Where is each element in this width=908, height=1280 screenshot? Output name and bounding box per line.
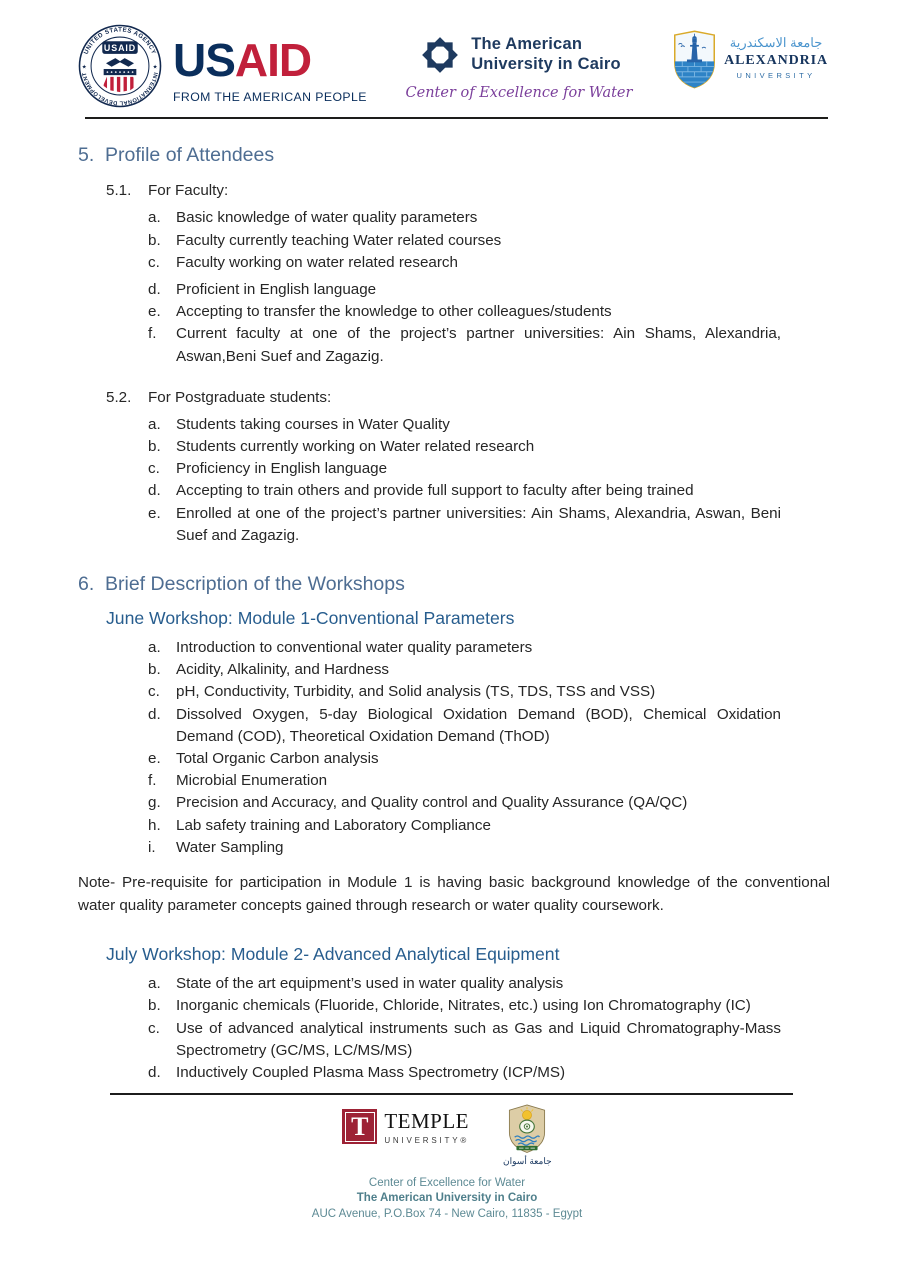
list-marker: c. xyxy=(148,683,160,701)
list-item xyxy=(148,230,830,252)
list-marker: a. xyxy=(148,975,161,993)
list-marker: d. xyxy=(148,482,161,500)
list-item xyxy=(148,637,830,659)
subsection-5-2-heading xyxy=(106,389,830,406)
footer xyxy=(0,1093,908,1222)
list-item-text: Accepting to train others and provide full support to faculty after being trained xyxy=(176,482,694,500)
list-item-text: Basic knowledge of water quality parameters xyxy=(176,209,478,227)
list-marker: i. xyxy=(148,838,156,856)
list-item xyxy=(148,995,830,1017)
list-item-text: pH, Conductivity, Turbidity, and Solid analysis (TS, TDS, TSS and VSS) xyxy=(176,683,656,701)
alexandria-subname: UNIVERSITY xyxy=(736,71,816,81)
list-item-text: Faculty currently teaching Water related courses xyxy=(176,231,502,249)
section-title: Profile of Attendees xyxy=(105,144,275,167)
list-item xyxy=(148,659,830,681)
usaid-wordmark-us: US xyxy=(173,33,235,86)
list-item-text: Total Organic Carbon analysis xyxy=(176,750,379,768)
list-item-text: Water Sampling xyxy=(176,838,284,856)
section-title: Brief Description of the Workshops xyxy=(105,573,405,596)
list-marker: f. xyxy=(148,325,157,343)
list-item-text: Accepting to transfer the knowledge to other colleagues/students xyxy=(176,303,612,321)
list-item-text: Students currently working on Water related research xyxy=(176,438,535,456)
auc-logo xyxy=(406,32,633,101)
auc-name xyxy=(471,35,621,75)
list-marker: e. xyxy=(148,750,161,768)
footer-logos xyxy=(0,1104,894,1167)
list-item-text: Enrolled at one of the project’s partner universities: Ain Shams, Alexandria, Aswan, Beni Suef and Zagazig. xyxy=(176,504,781,544)
subsection-title: For Faculty: xyxy=(148,182,229,200)
footer-line-3: AUC Avenue, P.O.Box 74 - New Cairo, 11835 - Egypt xyxy=(311,1207,583,1220)
usaid-seal-icon xyxy=(78,24,162,108)
section-6-heading xyxy=(78,573,830,596)
alexandria-arabic: جامعة الاسكندرية xyxy=(729,35,823,50)
list-marker: b. xyxy=(148,997,161,1015)
list-marker: b. xyxy=(148,438,161,456)
header xyxy=(0,0,908,119)
seal-star-left: ★ xyxy=(81,64,87,71)
module-1-note: Note- Pre-requisite for participation in Module 1 is having basic background knowledge of the conventional water quality parameter concepts gained through research or water quality coursework. xyxy=(78,874,830,914)
list-marker: c. xyxy=(148,1019,160,1037)
list-item xyxy=(148,503,830,547)
list-marker: a. xyxy=(148,639,161,657)
list-item xyxy=(148,770,830,792)
list-item-text: Current faculty at one of the project’s partner universities: Ain Shams, Alexandria, Aswan,Beni Suef and Zagazig. xyxy=(176,325,781,365)
postgrad-list xyxy=(148,414,830,547)
aswan-emblem-icon xyxy=(505,1104,549,1157)
usaid-wordmark xyxy=(173,29,367,104)
june-list xyxy=(148,637,830,859)
usaid-tagline: FROM THE AMERICAN PEOPLE xyxy=(173,89,367,104)
usaid-wordmark-aid: AID xyxy=(234,33,312,86)
section-5-heading xyxy=(78,144,830,167)
temple-name: TEMPLE xyxy=(384,1109,470,1133)
subsection-number: 5.2. xyxy=(106,388,132,406)
header-logos xyxy=(78,24,828,108)
list-item xyxy=(148,301,830,323)
list-item xyxy=(148,414,830,436)
list-marker: b. xyxy=(148,231,161,249)
footer-line-2: The American University in Cairo xyxy=(356,1192,538,1205)
temple-logo xyxy=(342,1109,469,1145)
july-list xyxy=(148,973,830,1084)
list-item-text: Proficiency in English language xyxy=(176,460,388,478)
list-item xyxy=(148,704,830,748)
list-marker: b. xyxy=(148,661,161,679)
list-item-text: Precision and Accuracy, and Quality control and Quality Assurance (QA/QC) xyxy=(176,794,688,812)
list-item-text: Introduction to conventional water quality parameters xyxy=(176,639,533,657)
seal-star-right: ★ xyxy=(152,64,158,71)
list-marker: a. xyxy=(148,415,161,433)
july-workshop-heading: July Workshop: Module 2- Advanced Analytical Equipment xyxy=(106,944,560,965)
header-rule xyxy=(85,117,828,119)
usaid-seal-top-text: UNITED STATES AGENCY xyxy=(82,26,158,56)
list-marker: a. xyxy=(148,209,161,227)
list-item-text: Dissolved Oxygen, 5-day Biological Oxidation Demand (BOD), Chemical Oxidation Demand (COD), Theoretical Oxidation Demand (ThOD) xyxy=(176,705,781,745)
usaid-logo xyxy=(78,24,367,108)
list-item xyxy=(148,1062,830,1084)
section-number: 5. xyxy=(78,144,95,167)
list-marker: e. xyxy=(148,303,161,321)
list-item-text: Acidity, Alkalinity, and Hardness xyxy=(176,661,390,679)
list-item-text: Students taking courses in Water Quality xyxy=(176,415,450,433)
list-item-text: Proficient in English language xyxy=(176,281,377,298)
list-item xyxy=(148,1018,830,1062)
document-body xyxy=(0,144,908,1084)
list-marker: c. xyxy=(148,253,160,271)
subsection-5-1-heading xyxy=(106,182,830,199)
aswan-arabic: جامعة أسوان xyxy=(503,1156,552,1166)
list-marker: g. xyxy=(148,794,161,812)
subsection-title: For Postgraduate students: xyxy=(148,388,332,406)
list-item xyxy=(148,436,830,458)
footer-text xyxy=(0,1176,894,1223)
list-marker: f. xyxy=(148,772,157,790)
temple-t-letter: T xyxy=(351,1111,369,1141)
list-item-text: Inorganic chemicals (Fluoride, Chloride, Nitrates, etc.) using Ion Chromatography (IC) xyxy=(176,997,751,1015)
auc-emblem-icon xyxy=(417,32,463,78)
list-marker: d. xyxy=(148,281,161,298)
list-item-text: Microbial Enumeration xyxy=(176,772,328,790)
auc-name-line2: University in Cairo xyxy=(471,55,621,73)
footer-rule xyxy=(110,1093,793,1095)
alexandria-crest-icon xyxy=(671,30,718,89)
aswan-logo xyxy=(503,1104,552,1167)
list-item xyxy=(148,207,830,229)
list-item xyxy=(148,279,830,301)
list-marker: d. xyxy=(148,1064,161,1082)
list-item xyxy=(148,973,830,995)
temple-text xyxy=(384,1109,469,1145)
faculty-list xyxy=(148,207,830,367)
list-item xyxy=(148,252,830,274)
subsection-number: 5.1. xyxy=(106,182,132,200)
section-number: 6. xyxy=(78,573,95,596)
list-item xyxy=(148,458,830,480)
list-item-text: Inductively Coupled Plasma Mass Spectrometry (ICP/MS) xyxy=(176,1064,566,1082)
auc-center-script: Center of Excellence for Water xyxy=(405,85,633,101)
list-marker: c. xyxy=(148,460,160,478)
temple-subname: UNIVERSITY® xyxy=(384,1136,470,1145)
list-marker: d. xyxy=(148,705,161,723)
list-marker: e. xyxy=(148,504,161,522)
alexandria-name: ALEXANDRIA xyxy=(724,53,828,69)
list-item xyxy=(148,323,830,367)
list-item xyxy=(148,681,830,703)
temple-t-icon xyxy=(342,1109,377,1144)
list-item xyxy=(148,815,830,837)
list-item-text: Faculty working on water related research xyxy=(176,253,458,271)
list-item xyxy=(148,480,830,502)
usaid-seal-label: USAID xyxy=(103,42,137,53)
list-marker: h. xyxy=(148,816,161,834)
list-item-text: State of the art equipment’s used in water quality analysis xyxy=(176,975,564,993)
june-workshop-heading: June Workshop: Module 1-Conventional Parameters xyxy=(106,608,515,629)
alexandria-logo xyxy=(671,30,828,89)
list-item-text: Use of advanced analytical instruments such as Gas and Liquid Chromatography-Mass Spectrometry (GC/MS, LC/MS/MS) xyxy=(176,1019,781,1059)
alexandria-text xyxy=(724,36,828,80)
auc-name-line1: The American xyxy=(471,35,583,54)
list-item xyxy=(148,748,830,770)
usaid-seal-bottom-text: INTERNATIONAL DEVELOPMENT xyxy=(81,71,159,106)
list-item-text: Lab safety training and Laboratory Compliance xyxy=(176,816,491,834)
footer-line-1: Center of Excellence for Water xyxy=(368,1176,526,1189)
list-item xyxy=(148,792,830,814)
list-item xyxy=(148,837,830,859)
